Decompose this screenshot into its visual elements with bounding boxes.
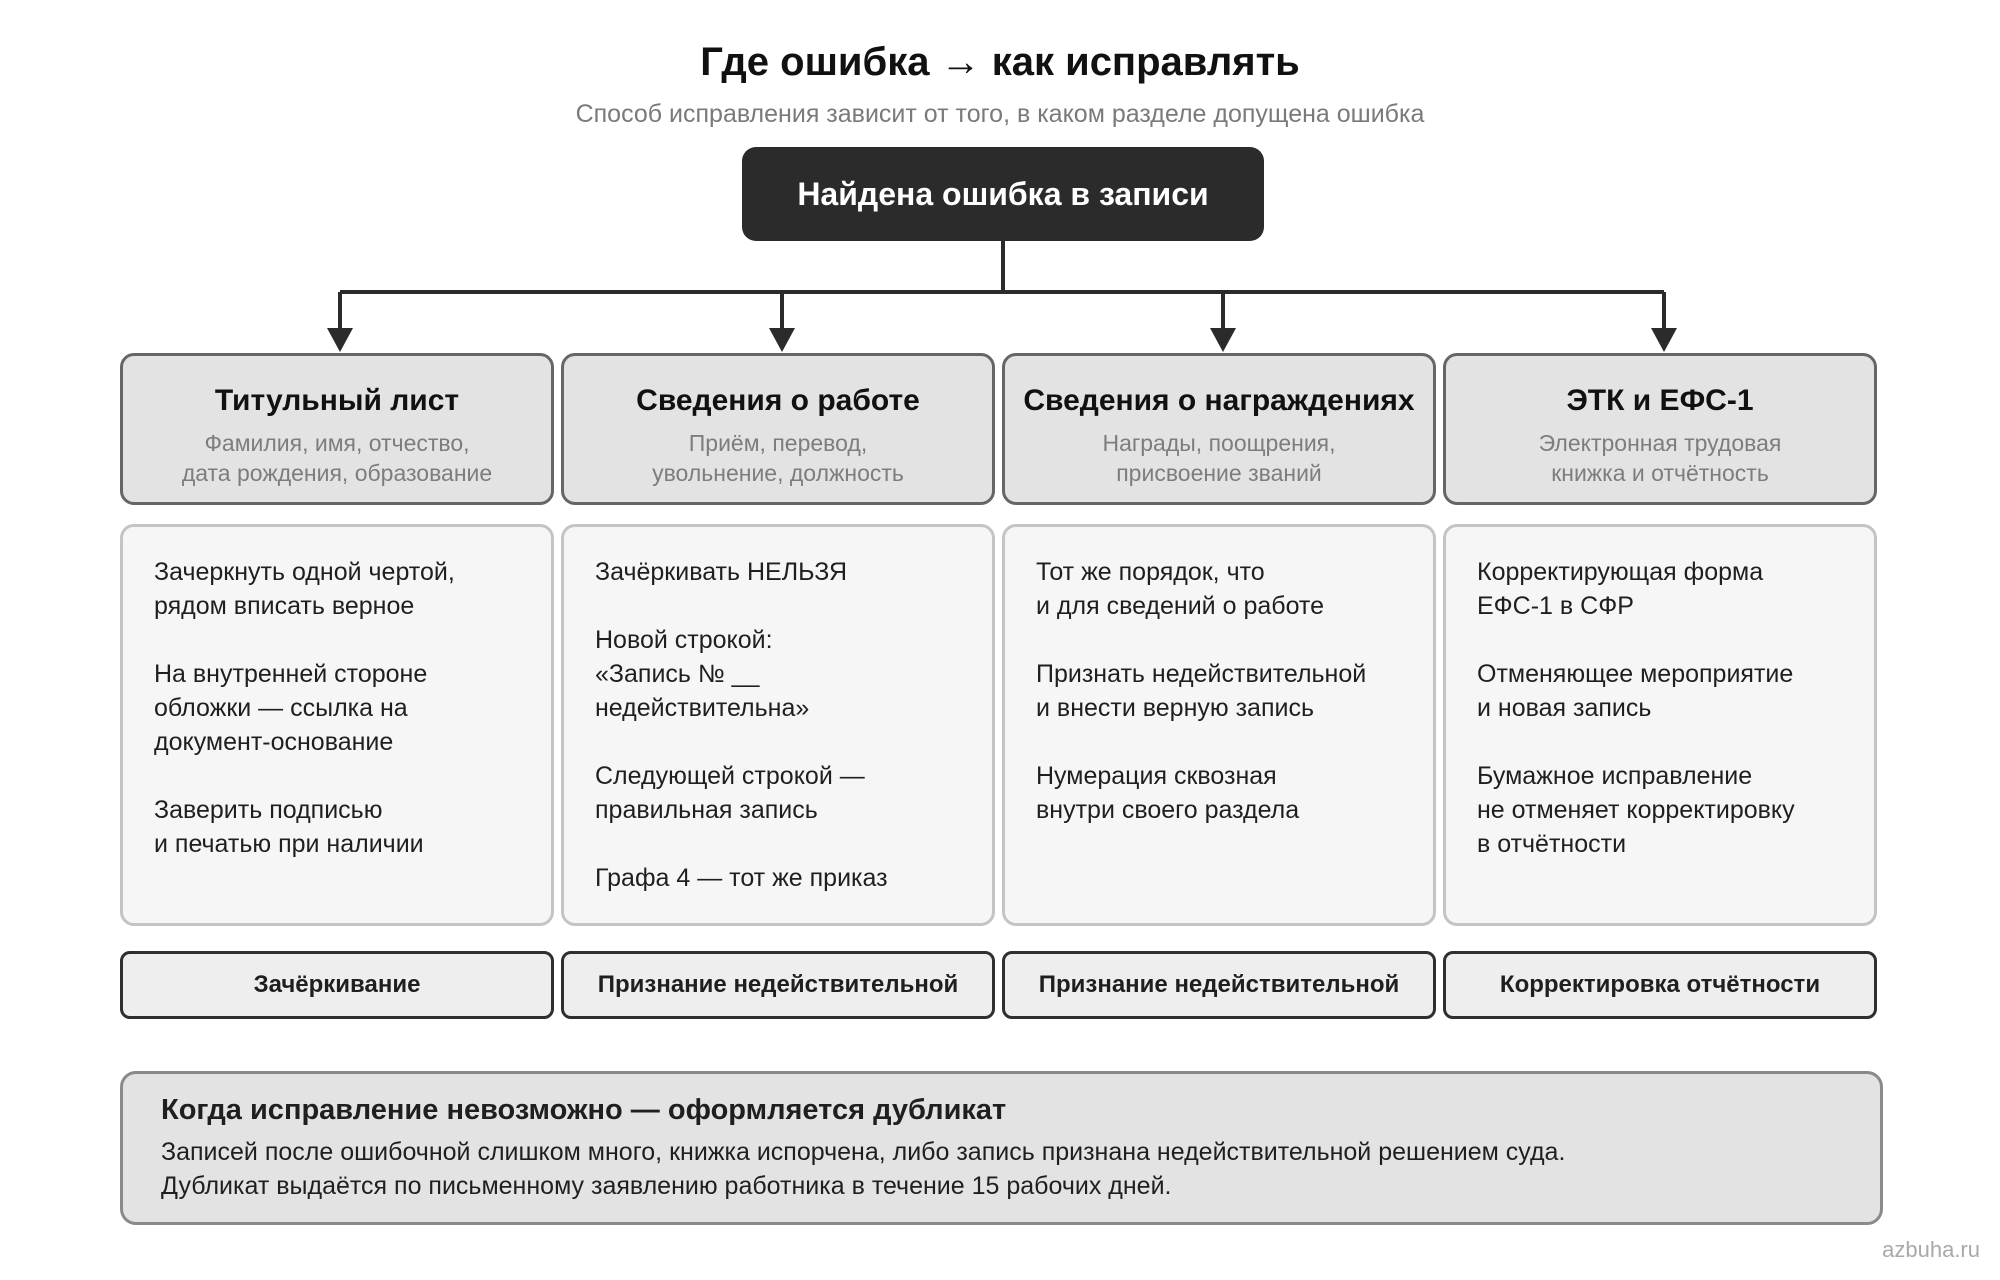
section-title: Сведения о награждениях [1023,384,1415,417]
arrowhead-3 [1210,328,1236,352]
diagram-title: Где ошибка → как исправлять [700,40,1300,84]
section-steps-work-records [561,524,995,926]
method-tag-work-records [561,951,995,1019]
method-label: Признание недействительной [1038,971,1400,998]
arrowhead-1 [327,328,353,352]
step-text: Тот же порядок, что и для сведений о работе [1036,558,1325,620]
note-title: Когда исправление невозможно — оформляется дубликат [161,1094,1007,1126]
method-tag-title-page [120,951,554,1019]
method-label: Зачёркивание [253,971,421,998]
note-text: Записей после ошибочной слишком много, книжка испорчена, либо запись признана недействительной решением суда. Дубликат выдаётся по письменному заявлению работника в течение 15 рабочих дней. [161,1138,1566,1200]
step-text: Корректирующая форма ЕФС-1 в СФР [1477,558,1764,620]
method-label: Признание недействительной [597,971,959,998]
section-title: ЭТК и ЕФС-1 [1566,384,1754,417]
section-awards [1002,353,1436,505]
section-subtitle: Награды, поощрения, присвоение званий [1102,430,1336,486]
section-subtitle: Электронная трудовая книжка и отчётность [1538,430,1782,486]
section-title: Титульный лист [214,384,460,417]
arrowhead-2 [769,328,795,352]
step-text: Зачёркивать НЕЛЬЗЯ [595,558,848,586]
section-work-records [561,353,995,505]
section-subtitle: Фамилия, имя, отчество, дата рождения, образование [181,430,493,486]
step-text: Новой строкой: «Запись № __ недействительна» [595,626,810,722]
section-title: Сведения о работе [636,384,920,417]
section-title-page [120,353,554,505]
step-text: Зачеркнуть одной чертой, рядом вписать верное [154,558,455,620]
method-tag-etk-efs1 [1443,951,1877,1019]
root-node-label: Найдена ошибка в записи [797,175,1209,212]
step-text: Нумерация сквозная внутри своего раздела [1036,762,1300,824]
duplicate-note [120,1071,1883,1225]
step-text: Бумажное исправление не отменяет корректировку в отчётности [1477,762,1795,858]
diagram-subtitle: Способ исправления зависит от того, в каком разделе допущена ошибка [575,100,1425,128]
section-steps-etk-efs1 [1443,524,1877,926]
step-text: Следующей строкой — правильная запись [595,762,865,824]
section-etk-efs1 [1443,353,1877,505]
method-tag-awards [1002,951,1436,1019]
step-text: Графа 4 — тот же приказ [595,864,888,892]
step-text: Заверить подписью и печатью при наличии [154,796,424,858]
section-steps-title-page [120,524,554,926]
step-text: На внутренней стороне обложки — ссылка на документ-основание [154,660,428,756]
step-text: Отменяющее мероприятие и новая запись [1477,660,1794,722]
step-text: Признать недействительной и внести верную запись [1036,660,1367,722]
source-label: azbuha.ru [1882,1237,1980,1262]
connector-arrows [0,0,2000,360]
method-label: Корректировка отчётности [1499,971,1821,998]
section-steps-awards [1002,524,1436,926]
arrowhead-4 [1651,328,1677,352]
section-subtitle: Приём, перевод, увольнение, должность [652,430,904,486]
